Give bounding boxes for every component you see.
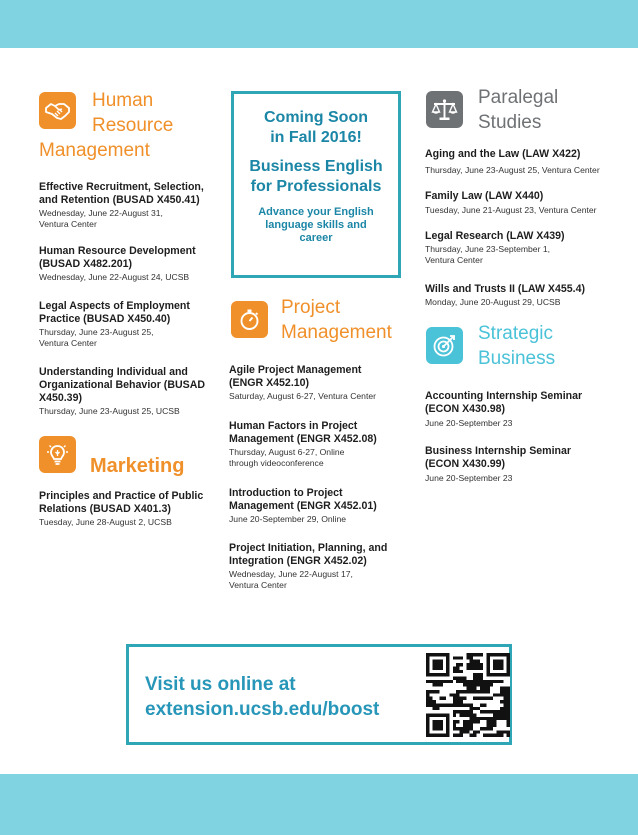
course-title: Introduction to Project Management (ENGR X452.01) [229, 487, 377, 512]
top-color-band [0, 0, 638, 48]
course-item [425, 148, 625, 176]
promo-tagline: Advance your English language skills and career [258, 206, 374, 244]
course-title: Wills and Trusts II (LAW X455.4) [425, 283, 586, 295]
course-title: Understanding Individual and Organizational Behavior (BUSAD X450.39) [39, 366, 205, 404]
course-item [229, 542, 409, 591]
course-item [39, 245, 219, 283]
qr-code-icon[interactable] [426, 653, 510, 737]
visit-us-box [126, 644, 512, 745]
section-title-hr-line3: Management [39, 140, 150, 161]
visit-text [145, 672, 415, 722]
course-details: Thursday, June 23-August 25, Ventura Center [39, 327, 154, 348]
course-title: Human Factors in Project Management (ENGR X452.08) [229, 420, 377, 445]
course-item [425, 230, 625, 266]
coming-soon-heading: Coming Soon in Fall 2016! [264, 109, 368, 146]
course-item [425, 445, 625, 484]
course-details: Saturday, August 6-27, Ventura Center [229, 391, 376, 401]
course-item [39, 490, 219, 528]
course-details: Wednesday, June 22-August 24, UCSB [39, 272, 190, 282]
coming-soon-box [231, 91, 401, 278]
course-title: Project Initiation, Planning, and Integration (ENGR X452.02) [229, 542, 388, 567]
section-title-paralegal-line1: Paralegal [478, 87, 559, 108]
promo-course-title: Business English for Professionals [249, 158, 383, 195]
course-item [229, 487, 409, 525]
section-title-project-line2: Management [281, 322, 392, 343]
course-item [39, 181, 219, 230]
course-item [425, 190, 625, 216]
course-details: June 20-September 23 [425, 418, 513, 428]
course-item [39, 366, 219, 417]
course-details: Monday, June 20-August 29, UCSB [425, 297, 561, 307]
handshake-icon [39, 92, 76, 129]
course-item [229, 364, 409, 402]
scales-icon [426, 91, 463, 128]
section-title-paralegal-line2: Studies [478, 112, 542, 133]
course-title: Aging and the Law (LAW X422) [425, 148, 581, 160]
section-title-hr-line1: Human [92, 90, 154, 111]
course-title: Agile Project Management (ENGR X452.10) [229, 364, 362, 389]
course-item [425, 283, 625, 308]
section-title-project-line1: Project [281, 297, 341, 318]
course-title: Legal Aspects of Employment Practice (BUSAD X450.40) [39, 300, 190, 325]
course-details: Tuesday, June 28-August 2, UCSB [39, 517, 172, 527]
course-details: June 20-September 23 [425, 473, 513, 483]
course-title: Family Law (LAW X440) [425, 190, 544, 202]
bottom-color-band [0, 774, 638, 835]
section-title-hr-line2: Resource [92, 115, 174, 136]
section-title-marketing: Marketing [90, 455, 185, 477]
visit-line1: Visit us online at [145, 674, 296, 695]
course-title: Effective Recruitment, Selection, and Retention (BUSAD X450.41) [39, 181, 204, 206]
course-item [425, 390, 625, 429]
course-details: June 20-September 29, Online [229, 514, 347, 524]
course-details: Thursday, June 23-September 1, Ventura Center [425, 244, 550, 265]
course-title: Human Resource Development (BUSAD X482.201) [39, 245, 196, 270]
course-title: Accounting Internship Seminar (ECON X430.98) [425, 390, 583, 415]
course-details: Wednesday, June 22-August 17, Ventura Center [229, 569, 353, 590]
course-title: Legal Research (LAW X439) [425, 230, 565, 242]
course-title: Principles and Practice of Public Relations (BUSAD X401.3) [39, 490, 204, 515]
course-details: Thursday, June 23-August 25, UCSB [39, 406, 180, 416]
lightbulb-icon [39, 436, 76, 473]
website-link[interactable]: extension.ucsb.edu/boost [145, 699, 380, 720]
course-details: Thursday, August 6-27, Online through videoconference [229, 447, 345, 468]
section-title-strategic-line2: Business [478, 348, 556, 369]
stopwatch-icon [231, 301, 268, 338]
course-title: Business Internship Seminar (ECON X430.99) [425, 445, 572, 470]
course-details: Wednesday, June 22-August 31, Ventura Center [39, 208, 163, 229]
course-item [229, 420, 409, 469]
course-details: Tuesday, June 21-August 23, Ventura Center [425, 205, 597, 215]
course-item [39, 300, 219, 349]
target-icon [426, 327, 463, 364]
section-title-strategic-line1: Strategic [478, 323, 553, 344]
course-details: Thursday, June 23-August 25, Ventura Center [425, 165, 600, 175]
